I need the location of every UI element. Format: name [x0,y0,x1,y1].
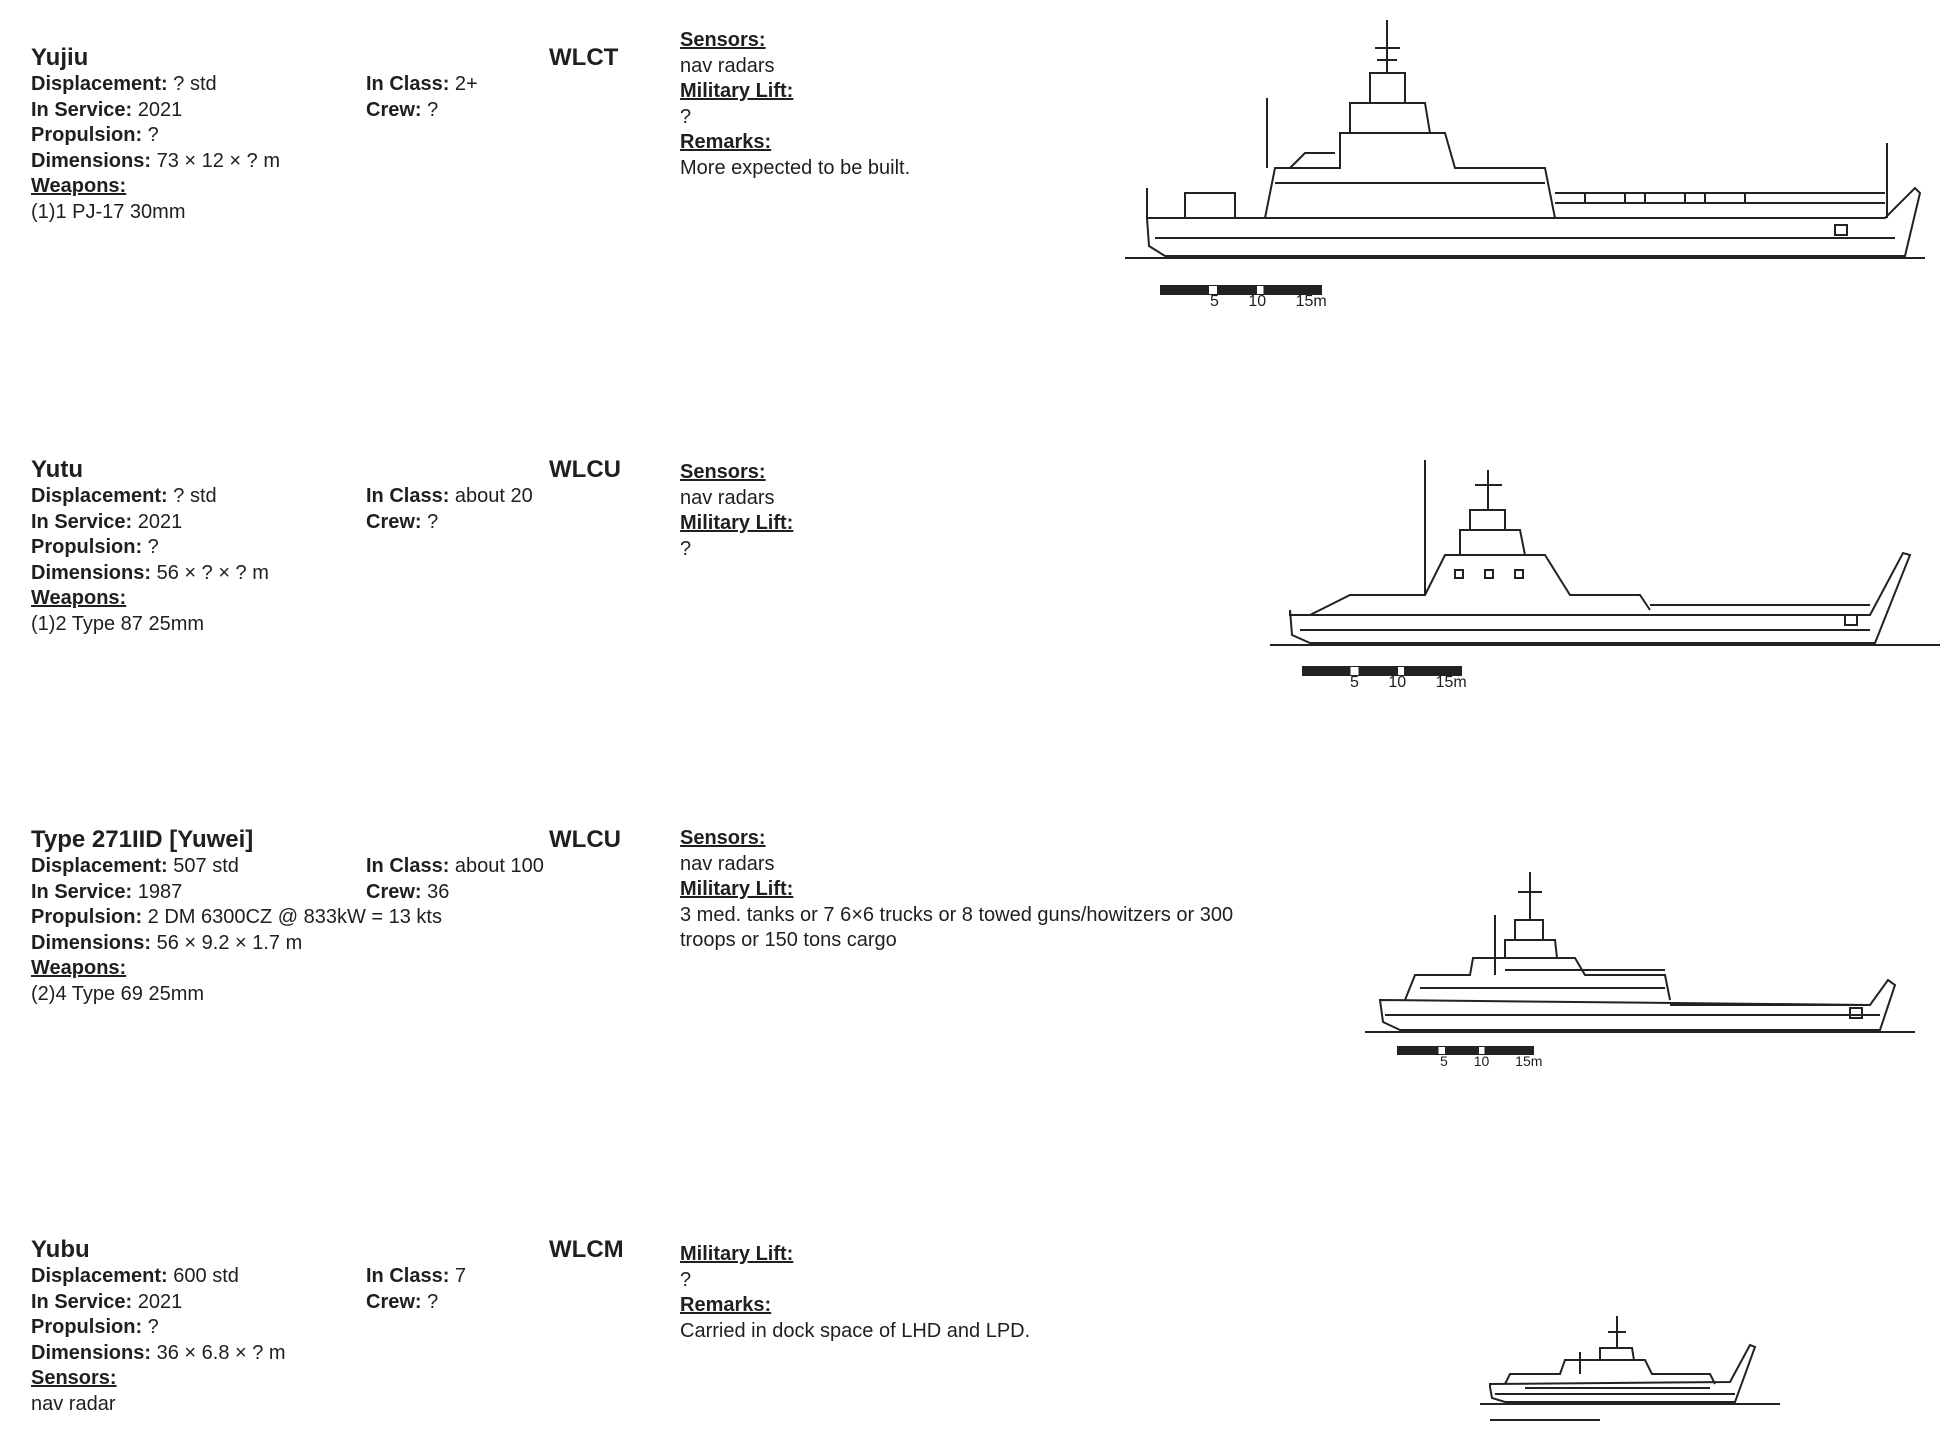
military-lift-line-2: troops or 150 tons cargo [680,929,897,951]
ship-profile-drawing [1125,18,1935,318]
in-class-value: 7 [454,1265,467,1287]
scale-tick-15: 15m [1515,1053,1543,1069]
propulsion-label: Propulsion: [31,906,143,928]
propulsion-label: Propulsion: [31,536,143,558]
crew-value: ? [427,510,439,533]
military-lift-value: ? [680,105,692,128]
remarks-value: Carried in dock space of LHD and LPD. [680,1319,1031,1342]
propulsion-label: Propulsion: [31,124,143,146]
crew-label: Crew: [366,510,422,533]
scale-tick-15: 15m [1435,674,1467,691]
military-lift-line-1: 3 med. tanks or 7 6×6 trucks or 8 towed guns/howitzers or 300 [680,903,1234,926]
sensors-value: nav radars [680,486,775,509]
scale-tick-10: 10 [1388,674,1407,691]
dimensions-value: 36 × 6.8 × ? m [156,1341,286,1364]
crew-label: Crew: [366,1290,422,1313]
dimensions-label: Dimensions: [31,561,152,584]
in-service-value: 1987 [137,880,183,903]
weapons-value: (1)1 PJ-17 30mm [31,200,186,223]
ship-profile-drawing [1270,455,1950,695]
scale-labels [1440,1053,1542,1069]
sensors-heading: Sensors: [680,29,766,51]
crew-label: Crew: [366,880,422,903]
weapons-heading: Weapons: [31,587,127,609]
military-lift-heading: Military Lift: [680,878,794,900]
ship-type: WLCM [549,1236,624,1263]
dimensions-label: Dimensions: [31,1341,152,1364]
dimensions-value: 56 × 9.2 × 1.7 m [156,931,303,954]
sensors-value: nav radar [31,1392,116,1415]
specs-left [31,484,269,637]
dimensions-value: 73 × 12 × ? m [156,149,281,172]
propulsion-label: Propulsion: [31,1316,143,1338]
specs-left [31,1264,286,1417]
dimensions-label: Dimensions: [31,149,152,172]
specs-right [680,460,793,562]
ship-name: Type 271IID [Yuwei] [31,826,254,853]
ship-name: Yujiu [31,44,89,71]
displacement-value: ? std [173,73,217,95]
in-class-label: In Class: [366,1265,450,1287]
specs-right [680,826,1233,954]
weapons-value: (1)2 Type 87 25mm [31,612,205,635]
military-lift-heading: Military Lift: [680,512,794,534]
scale-tick-5: 5 [1440,1053,1448,1069]
military-lift-heading: Military Lift: [680,1243,794,1265]
scale-tick-15: 15m [1295,293,1327,310]
ship-name: Yutu [31,456,83,483]
ship-profile-drawing [1480,1312,1790,1430]
specs-left [31,72,280,225]
sensors-heading: Sensors: [680,461,766,483]
in-class-label: In Class: [366,73,450,95]
ship-type: WLCU [549,456,621,483]
ship-name: Yubu [31,1236,90,1263]
displacement-label: Displacement: [31,855,168,877]
remarks-value: More expected to be built. [680,156,911,179]
dimensions-value: 56 × ? × ? m [156,561,269,584]
in-class-label: In Class: [366,485,450,507]
in-class-value: about 100 [454,855,544,877]
specs-right [680,28,910,181]
in-service-label: In Service: [31,98,133,121]
weapons-value: (2)4 Type 69 25mm [31,982,205,1005]
sensors-value: nav radars [680,54,775,77]
scale-labels [1350,674,1467,692]
propulsion-value: 2 DM 6300CZ @ 833kW = 13 kts [147,906,442,928]
ship-type: WLCU [549,826,621,853]
in-service-value: 2021 [137,510,183,533]
remarks-heading: Remarks: [680,1294,772,1316]
in-class-value: 2+ [454,73,478,95]
in-service-value: 2021 [137,98,183,121]
in-service-label: In Service: [31,880,133,903]
specs-middle [366,854,544,905]
crew-value: ? [427,98,439,121]
sensors-value: nav radars [680,852,775,875]
scale-tick-5: 5 [1350,674,1359,691]
ship-profile-drawing [1365,860,1925,1069]
weapons-heading: Weapons: [31,957,127,979]
displacement-label: Displacement: [31,485,168,507]
weapons-heading: Weapons: [31,175,127,197]
military-lift-heading: Military Lift: [680,80,794,102]
displacement-label: Displacement: [31,73,168,95]
scale-labels [1210,293,1327,311]
crew-label: Crew: [366,98,422,121]
in-service-label: In Service: [31,1290,133,1313]
in-class-label: In Class: [366,855,450,877]
specs-middle [366,72,478,123]
displacement-value: 600 std [173,1265,239,1287]
dimensions-label: Dimensions: [31,931,152,954]
scale-tick-10: 10 [1473,1053,1490,1069]
propulsion-value: ? [147,536,159,558]
scale-tick-5: 5 [1210,293,1219,310]
crew-value: ? [427,1290,439,1313]
in-class-value: about 20 [454,485,533,507]
propulsion-value: ? [147,124,159,146]
crew-value: 36 [427,880,450,903]
sensors-heading: Sensors: [680,827,766,849]
sensors-heading: Sensors: [31,1367,117,1389]
ship-type: WLCT [549,44,619,71]
displacement-label: Displacement: [31,1265,168,1287]
displacement-value: ? std [173,485,217,507]
displacement-value: 507 std [173,855,239,877]
remarks-heading: Remarks: [680,131,772,153]
propulsion-value: ? [147,1316,159,1338]
military-lift-value: ? [680,537,692,560]
specs-middle [366,1264,466,1315]
specs-middle [366,484,533,535]
in-service-value: 2021 [137,1290,183,1313]
scale-tick-10: 10 [1248,293,1267,310]
specs-right [680,1242,1030,1344]
military-lift-value: ? [680,1268,692,1291]
in-service-label: In Service: [31,510,133,533]
